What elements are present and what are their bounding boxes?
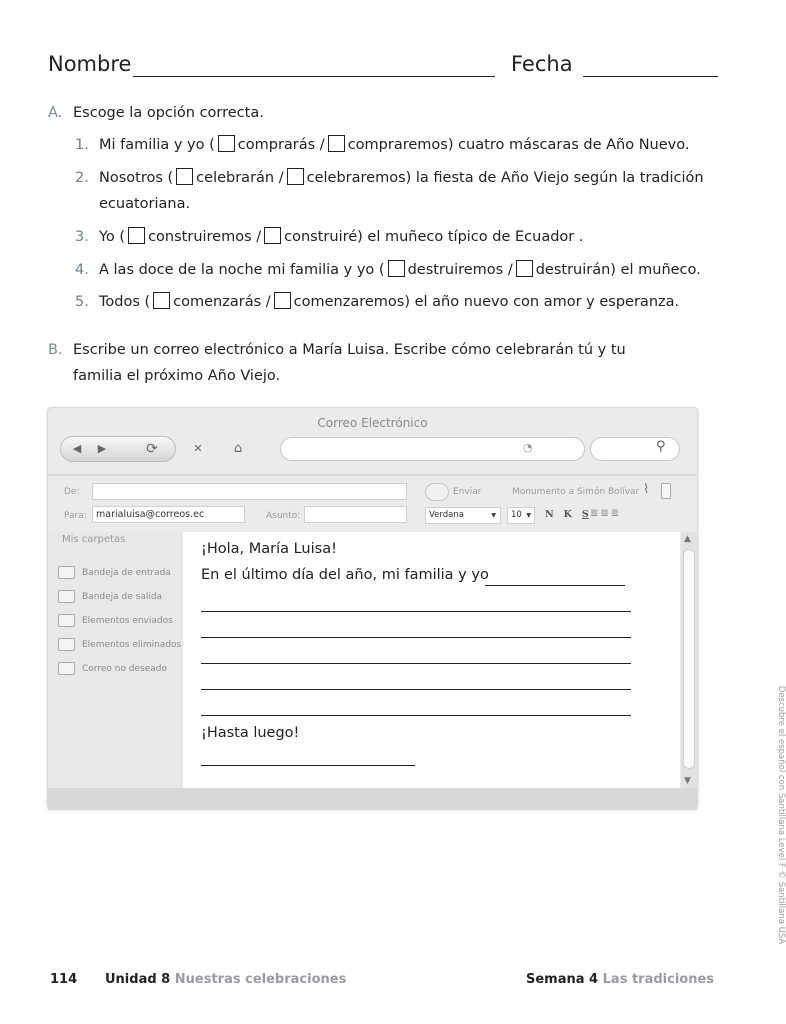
- section-b-letter: B.: [48, 342, 63, 358]
- name-label: Nombre: [48, 52, 132, 76]
- name-date-header: [48, 52, 718, 82]
- home-icon[interactable]: ⌂: [233, 441, 243, 456]
- question-number: 2.: [75, 170, 89, 186]
- side-credit: Descubre el español con Santillana Level F © Santillana USA: [776, 685, 786, 945]
- folders-heading: Mis carpetas: [62, 534, 126, 545]
- closing: ¡Hasta luego!: [201, 725, 300, 741]
- folder-label: Elementos eliminados: [82, 640, 182, 650]
- scrollbar[interactable]: [681, 532, 697, 788]
- option-2-text: construiré) el muñeco típico de Ecuador .: [284, 229, 584, 245]
- option-checkbox[interactable]: [388, 260, 405, 277]
- align-icons[interactable]: ≣≣≣: [590, 508, 622, 519]
- date-label: Fecha: [511, 52, 573, 76]
- toolbar-divider: [48, 474, 697, 476]
- format-buttons: [545, 509, 589, 520]
- inbox-icon: [58, 566, 75, 579]
- folder-label: Elementos enviados: [82, 616, 173, 626]
- write-line[interactable]: [201, 611, 631, 612]
- font-name: Verdana: [429, 510, 464, 520]
- question-text: Mi familia y yo (: [99, 137, 215, 153]
- option-checkbox[interactable]: [516, 260, 533, 277]
- option-1-text: comenzarás /: [173, 294, 271, 310]
- email-window: [47, 407, 698, 809]
- question-text: Yo (: [99, 229, 126, 245]
- to-field[interactable]: marialuisa@correos.ec: [92, 506, 245, 523]
- search-input[interactable]: [590, 437, 680, 461]
- underline-button[interactable]: S: [581, 509, 589, 520]
- folder-deleted[interactable]: [58, 636, 181, 654]
- question-number: 3.: [75, 229, 89, 245]
- option-checkbox[interactable]: [328, 135, 345, 152]
- write-line[interactable]: [485, 585, 625, 586]
- from-label: De:: [64, 487, 80, 497]
- scroll-up-icon[interactable]: ▲: [684, 534, 691, 544]
- folder-inbox[interactable]: [58, 564, 171, 582]
- trash-icon[interactable]: [661, 483, 671, 499]
- write-line[interactable]: [201, 663, 631, 664]
- send-button[interactable]: Enviar: [453, 487, 482, 497]
- opening-line: En el último día del año, mi familia y yo: [201, 567, 489, 583]
- option-2-text: comenzaremos) el año nuevo con amor y esperanza.: [293, 294, 680, 310]
- to-label: Para:: [64, 511, 87, 521]
- week-label: Semana 4: [526, 972, 599, 987]
- folder-label: Bandeja de entrada: [82, 568, 171, 578]
- option-checkbox[interactable]: [274, 292, 291, 309]
- question-4: [75, 257, 701, 283]
- unit-title: Nuestras celebraciones: [174, 972, 347, 987]
- folder-outbox[interactable]: [58, 588, 162, 606]
- send-icon[interactable]: [425, 483, 449, 501]
- write-line[interactable]: [201, 637, 631, 638]
- folder-sent[interactable]: [58, 612, 173, 630]
- sent-icon: [58, 614, 75, 627]
- question-2: [75, 165, 704, 191]
- question-text: Nosotros (: [99, 170, 174, 186]
- chevron-down-icon: ▼: [526, 512, 531, 519]
- chevron-down-icon: ▼: [491, 512, 496, 519]
- signature-line[interactable]: [201, 765, 415, 766]
- font-size-value: 10: [511, 510, 522, 520]
- write-line[interactable]: [201, 715, 631, 716]
- question-3: [75, 224, 583, 250]
- scroll-thumb[interactable]: [683, 549, 695, 769]
- spam-icon: [58, 662, 75, 675]
- option-checkbox[interactable]: [153, 292, 170, 309]
- option-1-text: construiremos /: [148, 229, 262, 245]
- search-icon[interactable]: ⚲: [656, 439, 666, 454]
- greeting: ¡Hola, María Luisa!: [201, 541, 337, 557]
- attachment-name: Monumento a Simón Bolívar: [512, 487, 640, 497]
- week-footer: [526, 972, 714, 987]
- folder-label: Bandeja de salida: [82, 592, 163, 602]
- italic-button[interactable]: K: [563, 509, 572, 520]
- section-b-line-1: Escribe un correo electrónico a María Luisa. Escribe cómo celebrarán tú y tu: [73, 342, 626, 358]
- option-checkbox[interactable]: [176, 168, 193, 185]
- status-bar: [48, 788, 697, 810]
- option-1-text: destruiremos /: [407, 262, 513, 278]
- deleted-icon: [58, 638, 75, 651]
- close-icon[interactable]: ✕: [193, 442, 203, 455]
- outbox-icon: [58, 590, 75, 603]
- option-1-text: celebrarán /: [196, 170, 284, 186]
- refresh-icon[interactable]: ⟳: [146, 441, 158, 457]
- question-number: 4.: [75, 262, 89, 278]
- window-title: Correo Electrónico: [317, 416, 428, 430]
- name-line[interactable]: [133, 76, 495, 77]
- folder-label: Correo no deseado: [82, 664, 168, 674]
- option-2-text: celebraremos) la fiesta de Año Viejo según la tradición: [306, 170, 704, 186]
- section-a-text: Escoge la opción correcta.: [73, 105, 264, 121]
- unit-footer: [105, 972, 346, 987]
- bold-button[interactable]: N: [545, 509, 554, 520]
- paperclip-icon[interactable]: ⌇: [643, 482, 650, 497]
- option-2-text: compraremos) cuatro máscaras de Año Nuevo.: [347, 137, 690, 153]
- question-text: A las doce de la noche mi familia y yo (: [99, 262, 385, 278]
- unit-label: Unidad 8: [105, 972, 171, 987]
- rss-icon[interactable]: ◔: [523, 441, 533, 454]
- forward-arrow-icon[interactable]: ▶: [97, 442, 107, 455]
- section-b-instruction: [48, 337, 626, 363]
- folder-spam[interactable]: [58, 660, 167, 678]
- font-size-select[interactable]: [507, 507, 535, 524]
- question-text: Todos (: [99, 294, 151, 310]
- option-2-text: destruirán) el muñeco.: [535, 262, 701, 278]
- message-body[interactable]: [183, 532, 680, 788]
- option-checkbox[interactable]: [264, 227, 281, 244]
- subject-label: Asunto:: [266, 511, 301, 521]
- scroll-down-icon[interactable]: ▼: [684, 776, 691, 786]
- date-line[interactable]: [583, 76, 718, 77]
- back-arrow-icon[interactable]: ◀: [72, 442, 82, 455]
- section-b-line-2: familia el próximo Año Viejo.: [73, 368, 281, 384]
- section-a-instruction: [48, 100, 264, 126]
- question-5: [75, 289, 679, 315]
- option-1-text: comprarás /: [237, 137, 325, 153]
- question-2-continuation: ecuatoriana.: [99, 196, 191, 212]
- folder-sidebar: [48, 532, 183, 787]
- section-a-letter: A.: [48, 105, 63, 121]
- page-number: 114: [50, 972, 78, 987]
- question-1: [75, 132, 689, 158]
- question-number: 5.: [75, 294, 89, 310]
- option-checkbox[interactable]: [287, 168, 304, 185]
- week-title: Las tradiciones: [602, 972, 715, 987]
- option-checkbox[interactable]: [128, 227, 145, 244]
- address-bar[interactable]: [280, 437, 585, 461]
- subject-field[interactable]: [304, 506, 407, 523]
- write-line[interactable]: [201, 689, 631, 690]
- from-field[interactable]: [92, 483, 407, 500]
- option-checkbox[interactable]: [218, 135, 235, 152]
- question-number: 1.: [75, 137, 89, 153]
- font-select[interactable]: [425, 507, 501, 524]
